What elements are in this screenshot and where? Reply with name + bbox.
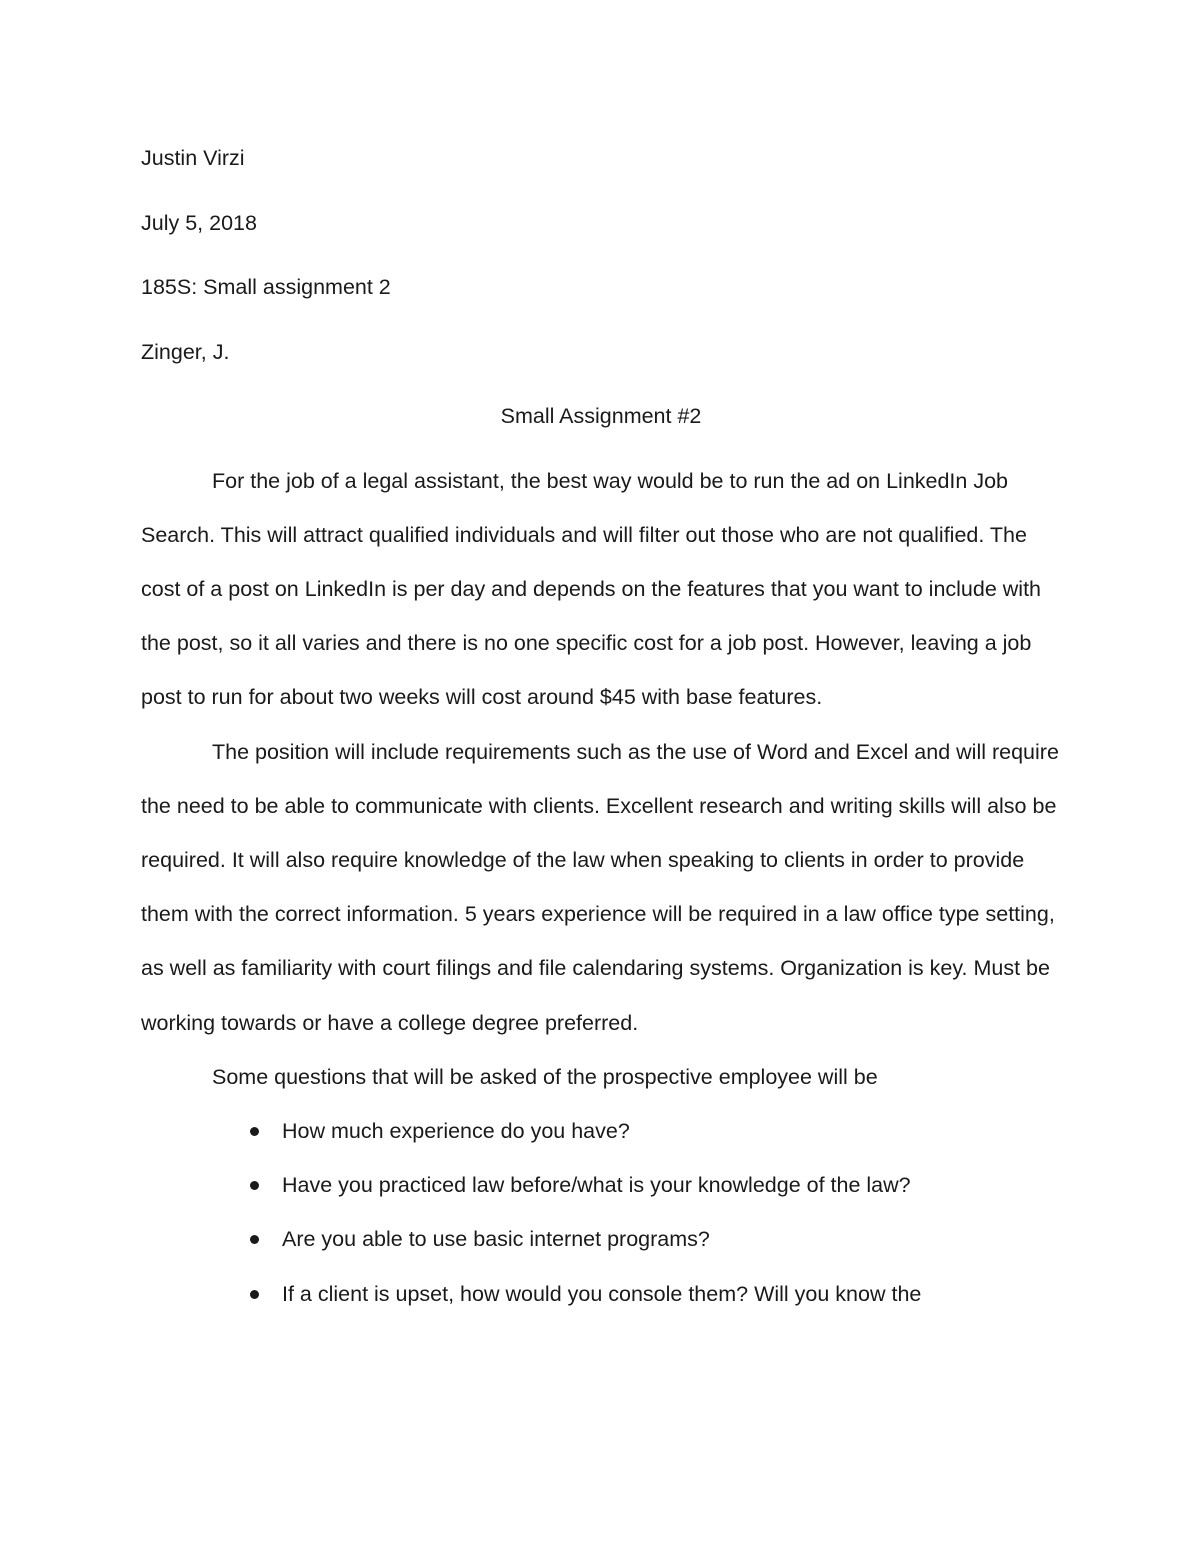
questions-list [141,1104,1061,1321]
paragraph-job-posting: For the job of a legal assistant, the best way would be to run the ad on LinkedIn Job Search. This will attract qualified individuals and will filter out those who are not qualified. The cost of a post on LinkedIn is per day and depends on the features that you want to include with the post, so it all varies and there is no one specific cost for a job post. However, leaving a job post to run for about two weeks will cost around $45 with base features. [141,468,1042,710]
question-text: Have you practiced law before/what is your knowledge of the law? [282,1173,911,1198]
author-name: Justin Virzi [141,146,245,170]
document-date: July 5, 2018 [141,210,257,235]
list-item [141,1212,1061,1266]
list-item [141,1104,1061,1158]
bullet-icon [250,1181,259,1190]
paragraph-requirements: The position will include requirements such as the use of Word and Excel and will require the need to be able to communicate with clients. Excellent research and writing skills will also be required. It will also require knowledge of the law when speaking to clients in order to provide them with the correct information. 5 years experience will be required in a law office type setting, as well as familiarity with court filings and file calendaring systems. Organization is key. Must be working towards or have a college degree preferred. [141,739,1059,1035]
list-item [141,1158,1061,1212]
list-item [141,1267,1061,1321]
bullet-icon [250,1235,259,1244]
instructor-name: Zinger, J. [141,339,230,364]
bullet-icon [250,1127,259,1136]
document-body [141,131,1061,1321]
question-text: How much experience do you have? [282,1118,630,1143]
questions-intro: Some questions that will be asked of the prospective employee will be [212,1064,878,1089]
course-name: 185S: Small assignment 2 [141,275,391,299]
question-text: If a client is upset, how would you console them? Will you know the [282,1281,922,1306]
document-title: Small Assignment #2 [500,404,702,428]
question-text: Are you able to use basic internet programs? [282,1227,710,1252]
bullet-icon [250,1290,259,1299]
